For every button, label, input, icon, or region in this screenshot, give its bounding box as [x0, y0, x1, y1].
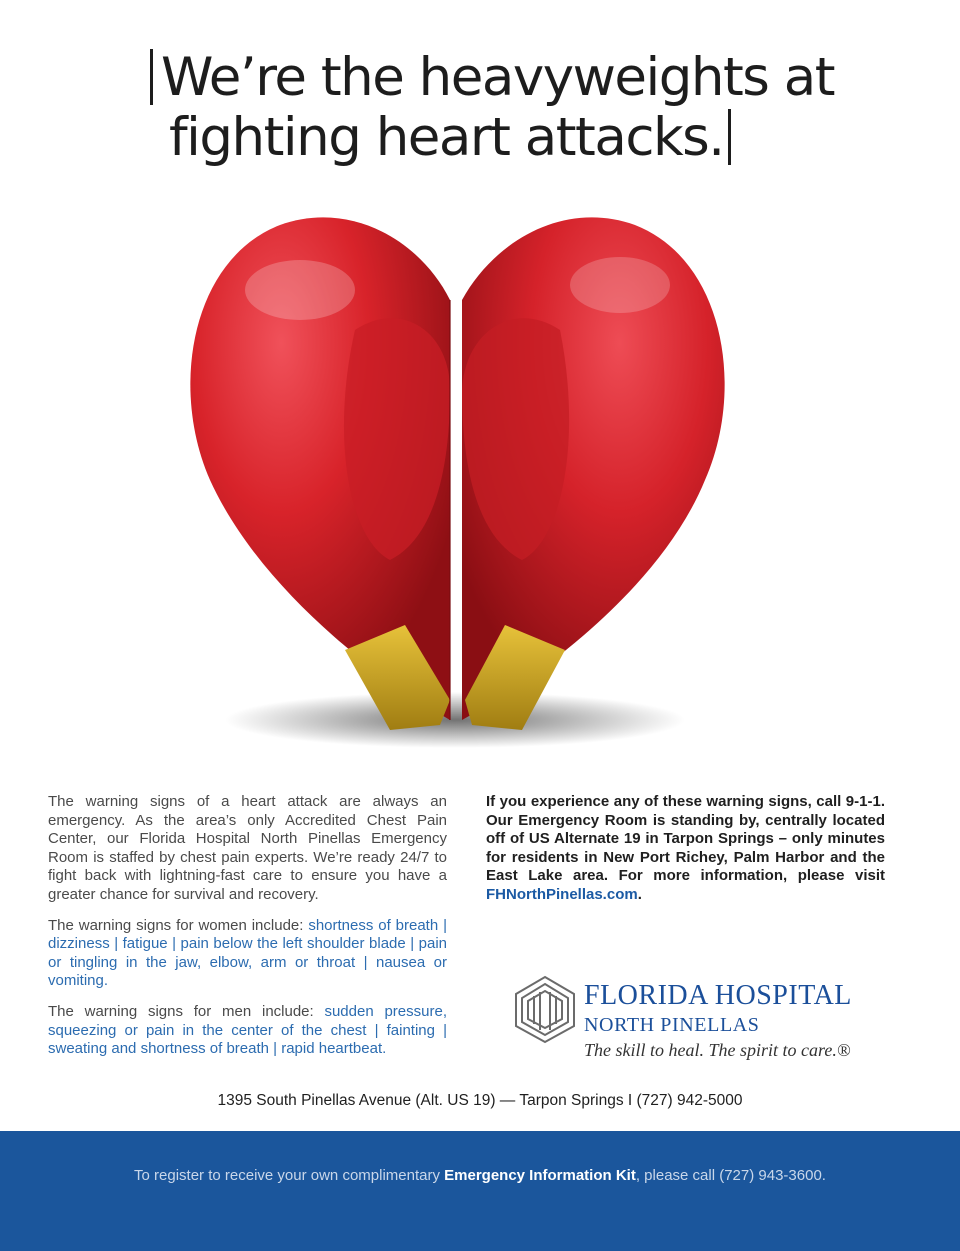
women-signs-paragraph: The warning signs for women include: shortness of breath | dizziness | fatigue | pain below the left shoulder blade | pain or tingling in the jaw, elbow, arm or throat | nausea or vomiting. — [48, 916, 447, 990]
intro-paragraph: The warning signs of a heart attack are always an emergency. As the area’s only Accredited Chest Pain Center, our Florida Hospital North Pinellas Emergency Room is staffed by chest pain experts. We’re ready 24/7 to fight back with lightning-fast care to ensure you have a greater chance for survival and recovery. — [48, 793, 447, 903]
women-signs-list: shortness of breath | dizziness | fatigue | pain below the left shoulder blade | pain or tingling in the jaw, elbow, arm or throat | nausea or vomiting. — [48, 916, 447, 990]
headline-line-1: We’re the heavyweights at — [150, 48, 850, 108]
florida-hospital-logo-icon — [512, 974, 578, 1044]
headline-left-bar — [150, 49, 153, 105]
call-to-action-text: If you experience any of these warning signs, call 9-1-1. Our Emergency Room is standing by, centrally located off of US Alternate 19 in Tarpon Springs – only minutes for residents in New Port Richey, Palm Harbor and the East Lake area. For more information, please visit — [486, 793, 885, 885]
footer-text: To register to receive your own complimentary Emergency Information Kit, please call (727) 943-3600. — [134, 1167, 826, 1184]
glove-shadow — [225, 692, 685, 748]
headline — [150, 48, 850, 168]
right-column: If you experience any of these warning signs, call 9-1-1. Our Emergency Room is standing by, centrally located off of US Alternate 19 in Tarpon Springs – only minutes for residents in New Port Richey, Palm Harbor and the East Lake area. For more information, please visit FHNorthPinellas.com. — [486, 793, 885, 903]
headline-right-bar — [728, 109, 731, 165]
logo-subtitle: NORTH PINELLAS — [584, 1014, 760, 1036]
address-line: 1395 South Pinellas Avenue (Alt. US 19) — Tarpon Springs I (727) 942-5000 — [217, 1092, 743, 1109]
headline-line-2: fighting heart attacks. — [150, 108, 850, 168]
boxing-gloves-heart-image — [150, 180, 770, 780]
left-column — [48, 793, 447, 1071]
florida-hospital-logo — [512, 972, 872, 1067]
men-signs-list: sudden pressure, squeezing or pain in the center of the chest | fainting | sweating and shortness of breath | rapid heartbeat. — [48, 1002, 447, 1058]
men-signs-paragraph: The warning signs for men include: sudden pressure, squeezing or pain in the center of the chest | fainting | sweating and shortness of breath | rapid heartbeat. — [48, 1002, 447, 1058]
website-link[interactable]: FHNorthPinellas.com — [486, 885, 638, 903]
footer-kit-name: Emergency Information Kit — [444, 1167, 636, 1184]
logo-tagline: The skill to heal. The spirit to care.® — [584, 1040, 851, 1060]
footer-band — [0, 1131, 960, 1251]
logo-name: FLORIDA HOSPITAL — [584, 980, 852, 1011]
